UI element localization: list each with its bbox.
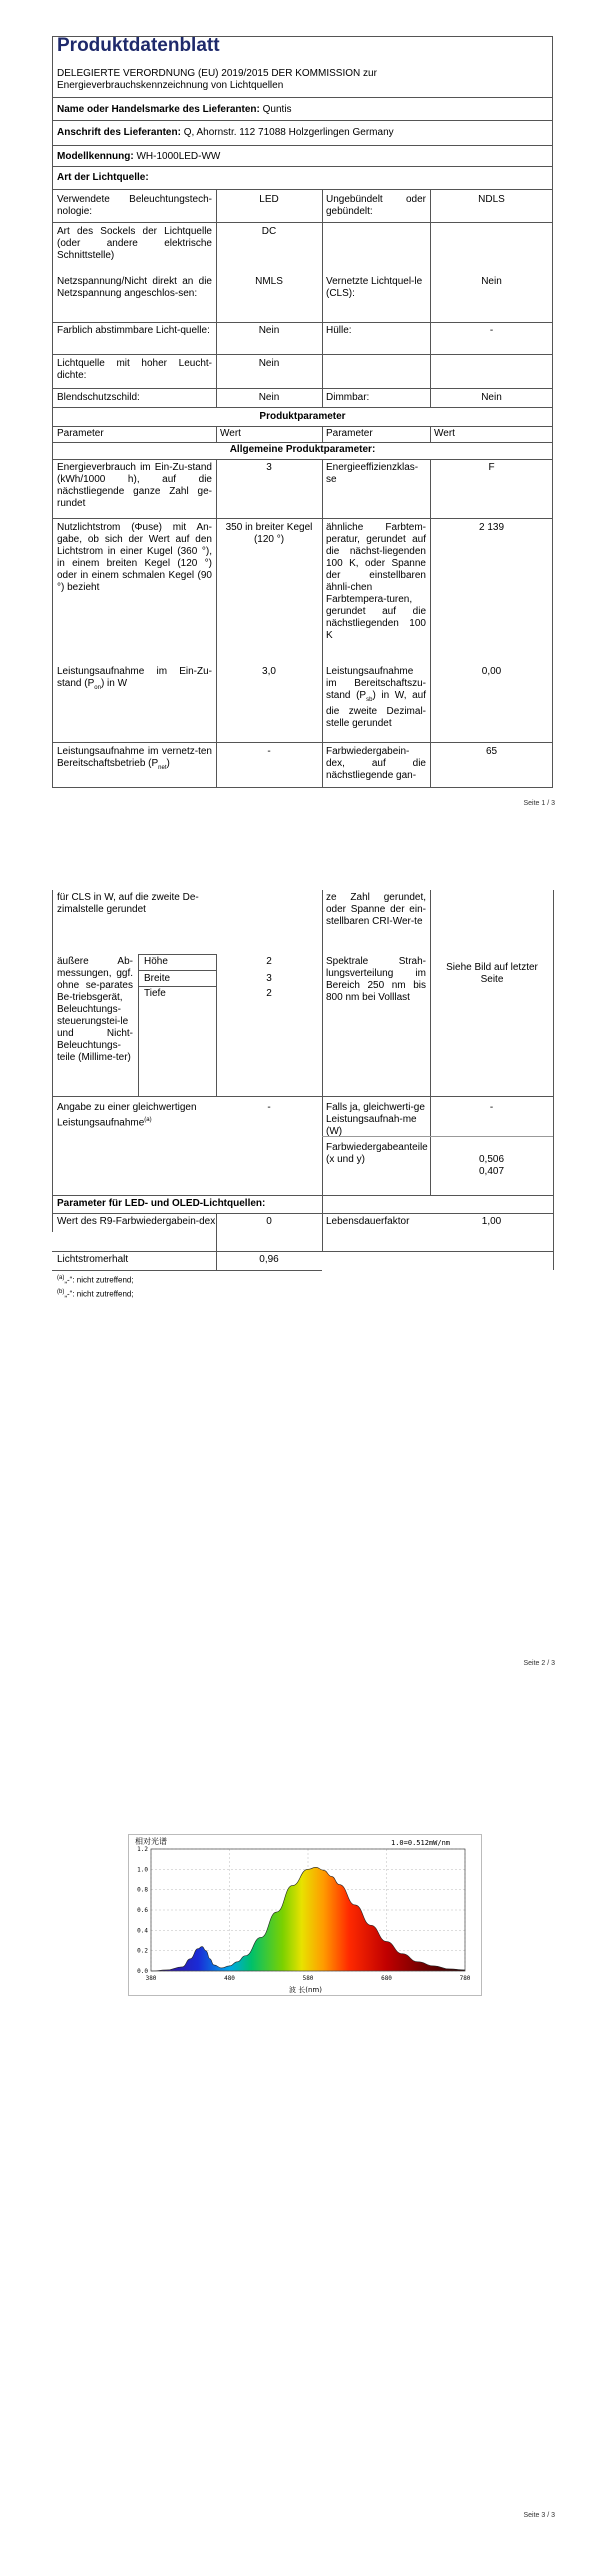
led-params-heading: Parameter für LED- und OLED-Lichtquellen: bbox=[57, 1198, 266, 1209]
energy-class-label: Energieeffizienzklas-se bbox=[326, 462, 419, 485]
energy-class-value: F bbox=[488, 462, 495, 473]
cct-label: ähnliche Farbtem-peratur, gerundet auf die nächst-liegenden 100 K, oder Spanne der einstellbaren ähnli-chen Farbtempera-turen, gerundet auf die nächstliegenden 100 K bbox=[326, 522, 426, 641]
footnote-a: $^{(a)}$„-“: nicht zutreffend; bbox=[57, 1275, 134, 1285]
tunable-value: Nein bbox=[258, 325, 280, 336]
flux-value: 350 in breiter Kegel (120 °) bbox=[225, 522, 313, 545]
general-params-heading: Allgemeine Produktparameter: bbox=[229, 444, 376, 455]
connected-label: Vernetzte Lichtquel-le (CLS): bbox=[326, 276, 423, 299]
page-2 bbox=[0, 880, 603, 1710]
r9-label: Wert des R9-Farbwiedergabein-dex bbox=[57, 1216, 216, 1227]
spectrum-chart-svg bbox=[129, 1835, 481, 1995]
width-value: 3 bbox=[266, 973, 272, 984]
lifetime-value: 1,00 bbox=[481, 1216, 502, 1227]
dimmable-value: Nein bbox=[481, 392, 502, 403]
x-tick-label: 780 bbox=[459, 1975, 471, 1982]
equivalent-value: - bbox=[267, 1102, 271, 1113]
col-value-1: Wert bbox=[220, 428, 241, 439]
cri-cont: ze Zahl gerundet, oder Spanne der ein-stellbaren CRI-Wer-te bbox=[326, 892, 426, 927]
envelope-value: - bbox=[489, 325, 494, 336]
glare-label: Blendschutzschild: bbox=[57, 392, 140, 403]
cri-value: 65 bbox=[485, 746, 498, 757]
connected-value: Nein bbox=[481, 276, 502, 287]
standby-value: 0,00 bbox=[481, 666, 502, 677]
y-tick-label: 1.0 bbox=[137, 1866, 148, 1874]
spectrum-area bbox=[151, 1867, 465, 1971]
chroma-y: 0,407 bbox=[478, 1166, 505, 1177]
equivalent-power-label: Falls ja, gleichwerti-ge Leistungsaufnah-me (W) bbox=[326, 1102, 425, 1137]
lifetime-label: Lebensdauerfaktor bbox=[326, 1216, 410, 1227]
y-tick-label: 0.2 bbox=[137, 1947, 148, 1955]
y-tick-label: 0.8 bbox=[137, 1886, 148, 1894]
model-row: Modellkennung: WH-1000LED-WW bbox=[57, 151, 221, 162]
tech-label: Verwendete Beleuchtungstech-nologie: bbox=[57, 194, 212, 217]
energy-value: 3 bbox=[266, 462, 272, 473]
col-value-2: Wert bbox=[434, 428, 455, 439]
page-1 bbox=[0, 0, 603, 820]
cct-value: 2 139 bbox=[478, 522, 505, 533]
chart-title: 相对光谱 bbox=[135, 1837, 167, 1846]
socket-label: Art des Sockels der Lichtquelle (oder andere elektrische Schnittstelle) bbox=[57, 226, 212, 261]
page-3 bbox=[0, 1760, 603, 2560]
mains-label: Netzspannung/Nicht direkt an die Netzspannung angeschlos-sen: bbox=[57, 276, 212, 299]
page-number: Seite 1 / 3 bbox=[523, 800, 555, 807]
y-tick-label: 0.6 bbox=[137, 1907, 148, 1914]
dimmable-label: Dimmbar: bbox=[326, 392, 370, 403]
x-axis-label: 波 长(nm) bbox=[289, 1986, 322, 1994]
mains-value: NMLS bbox=[255, 276, 283, 287]
footnote-b: $^{(b)}$„-“: nicht zutreffend; bbox=[57, 1289, 134, 1299]
unbundled-value: NDLS bbox=[478, 194, 505, 205]
x-tick-label: 580 bbox=[302, 1975, 314, 1982]
unbundled-label: Ungebündelt oder gebündelt: bbox=[326, 194, 426, 217]
prodparams-heading: Produktparameter bbox=[259, 411, 346, 422]
height-value: 2 bbox=[266, 956, 272, 967]
x-tick-label: 480 bbox=[224, 1975, 235, 1982]
spd-label: Spektrale Strah-lungsverteilung im Bereich 250 nm bis 800 nm bei Volllast bbox=[326, 956, 426, 1003]
y-tick-label: 0.0 bbox=[137, 1968, 148, 1975]
y-tick-label: 0.4 bbox=[137, 1927, 148, 1935]
glare-value: Nein bbox=[258, 392, 280, 403]
net-standby-value: - bbox=[267, 746, 271, 757]
highlum-value: Nein bbox=[258, 358, 280, 369]
col-param-1: Parameter bbox=[57, 428, 104, 439]
y-tick-label: 1.2 bbox=[137, 1846, 148, 1853]
power-on-label: Leistungsaufnahme im Ein-Zu-stand $(P_{on})$ in W bbox=[57, 666, 212, 691]
highlum-label: Lichtquelle mit hoher Leucht-dichte: bbox=[57, 358, 212, 381]
x-tick-label: 380 bbox=[145, 1975, 157, 1982]
regulation-text: DELEGIERTE VERORDNUNG (EU) 2019/2015 DER KOMMISSION zur Energieverbrauchskennzeichnung von Lichtquellen bbox=[57, 68, 377, 91]
net-standby-label: Leistungsaufnahme im vernetz-ten Bereitschaftsbetrieb $(P_{net})$ bbox=[57, 746, 212, 771]
socket-value: DC bbox=[261, 226, 277, 237]
r9-value: 0 bbox=[266, 1216, 272, 1227]
standby-label: Leistungsaufnahme im Bereitschaftszu-stand $(P_{sb})$ in W, auf die zweite Dezimal-stelle gerundet bbox=[326, 666, 426, 729]
spd-value: Siehe Bild auf letzter Seite bbox=[446, 962, 538, 985]
dimensions-label: äußere Ab-messungen, ggf. ohne se-parates Be-triebsgerät, Beleuchtungs-steuerungstei-le und Nicht-Beleuchtungs-teile (Millime-ter) bbox=[57, 956, 133, 1063]
col-param-2: Parameter bbox=[326, 428, 373, 439]
tech-value: LED bbox=[259, 194, 279, 205]
spectrum-chart bbox=[128, 1834, 482, 1996]
maintenance-value: 0,96 bbox=[259, 1254, 279, 1265]
net-standby-cont: für CLS in W, auf die zweite De-zimalstelle gerundet bbox=[57, 892, 199, 915]
cri-label: Farbwiedergabein-dex, auf die nächstliegende gan- bbox=[326, 746, 426, 781]
flux-label: Nutzlichtstrom (Φuse) mit An-gabe, ob sich der Wert auf den Lichtstrom in einer Kugel (360 °), in einem breiten Kegel (120 °) oder in einem schmalen Kegel (90 °) bezieht bbox=[57, 522, 212, 593]
maintenance-label: Lichtstromerhalt bbox=[57, 1254, 129, 1265]
page-title: Produktdatenblatt bbox=[57, 35, 220, 56]
width-label: Breite bbox=[144, 973, 171, 984]
equivalent-label: Angabe zu einer gleichwertigen Leistungsaufnahme$^{(a)}$ bbox=[57, 1102, 197, 1129]
address-row: Anschrift des Lieferanten: Q, Ahornstr. 112 71088 Holzgerlingen Germany bbox=[57, 127, 394, 138]
depth-value: 2 bbox=[266, 988, 272, 999]
height-label: Höhe bbox=[144, 956, 168, 967]
page-number: Seite 2 / 3 bbox=[523, 1660, 555, 1667]
page-number: Seite 3 / 3 bbox=[523, 2512, 555, 2519]
power-on-value: 3,0 bbox=[262, 666, 276, 677]
tunable-label: Farblich abstimmbare Licht-quelle: bbox=[57, 325, 210, 336]
supplier-row: Name oder Handelsmarke des Lieferanten: Quntis bbox=[57, 104, 292, 115]
lightsource-type-heading: Art der Lichtquelle: bbox=[57, 172, 149, 183]
chroma-x: 0,506 bbox=[478, 1154, 505, 1165]
envelope-label: Hülle: bbox=[326, 325, 352, 336]
equivalent-power-value: - bbox=[489, 1102, 494, 1113]
x-tick-label: 680 bbox=[381, 1975, 392, 1982]
depth-label: Tiefe bbox=[144, 988, 166, 999]
energy-label: Energieverbrauch im Ein-Zu-stand (kWh/1000 h), auf die nächstliegende ganze Zahl ge-rundet bbox=[57, 462, 212, 509]
chart-info: 1.0=0.512mW/nm bbox=[391, 1839, 451, 1847]
chroma-label: Farbwiedergabeanteile (x und y) bbox=[326, 1142, 428, 1165]
